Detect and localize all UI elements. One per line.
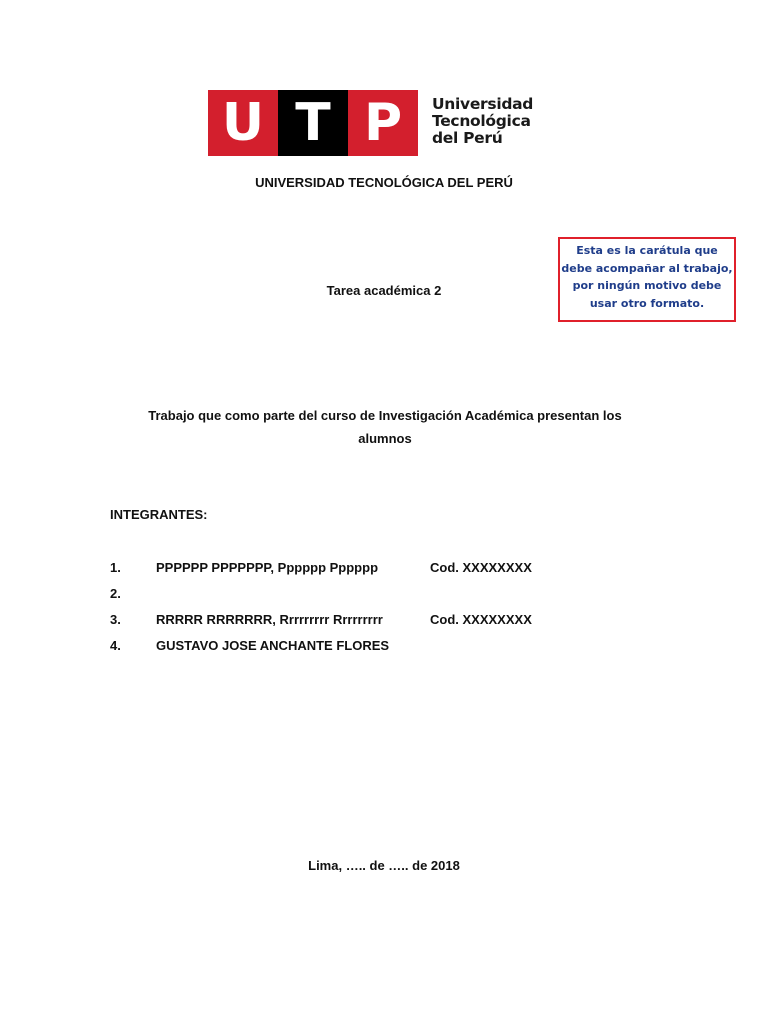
member-number: 1.	[110, 560, 121, 575]
description-line-2: alumnos	[358, 431, 412, 446]
note-line-2: debe acompañar al trabajo,	[561, 261, 733, 275]
logo-wordmark-line-3: del Perú	[432, 129, 503, 147]
member-code: Cod. XXXXXXXX	[430, 612, 532, 627]
member-number: 4.	[110, 638, 121, 653]
instruction-note-box	[558, 237, 736, 322]
logo-wordmark-line-1: Universidad	[432, 95, 534, 113]
university-name: UNIVERSIDAD TECNOLÓGICA DEL PERÚ	[255, 175, 513, 190]
logo-letter-u: U	[208, 90, 278, 156]
logo-letter-t: T	[278, 90, 348, 156]
logo-wordmark-line-2: Tecnológica	[432, 112, 531, 130]
note-line-1: Esta es la carátula que	[576, 244, 718, 257]
description-line-1: Trabajo que como parte del curso de Investigación Académica presentan los	[148, 408, 622, 423]
member-code: Cod. XXXXXXXX	[430, 560, 532, 575]
members-heading: INTEGRANTES:	[110, 507, 208, 522]
member-name: PPPPPP PPPPPPP, Pppppp Pppppp	[156, 560, 379, 575]
logo-wordmark	[432, 96, 533, 147]
note-line-3: por ningún motivo debe	[572, 279, 722, 292]
utp-logo	[208, 90, 418, 156]
place-and-date: Lima, ….. de ….. de 2018	[308, 858, 460, 873]
member-number: 3.	[110, 612, 121, 627]
member-name: RRRRR RRRRRRR, Rrrrrrrrr Rrrrrrrrr	[156, 612, 383, 627]
assignment-title: Tarea académica 2	[326, 283, 442, 298]
member-name: GUSTAVO JOSE ANCHANTE FLORES	[156, 638, 390, 653]
logo-letter-p: P	[348, 90, 418, 156]
description	[110, 404, 660, 450]
note-line-4: usar otro formato.	[589, 296, 705, 310]
member-number: 2.	[110, 586, 121, 601]
